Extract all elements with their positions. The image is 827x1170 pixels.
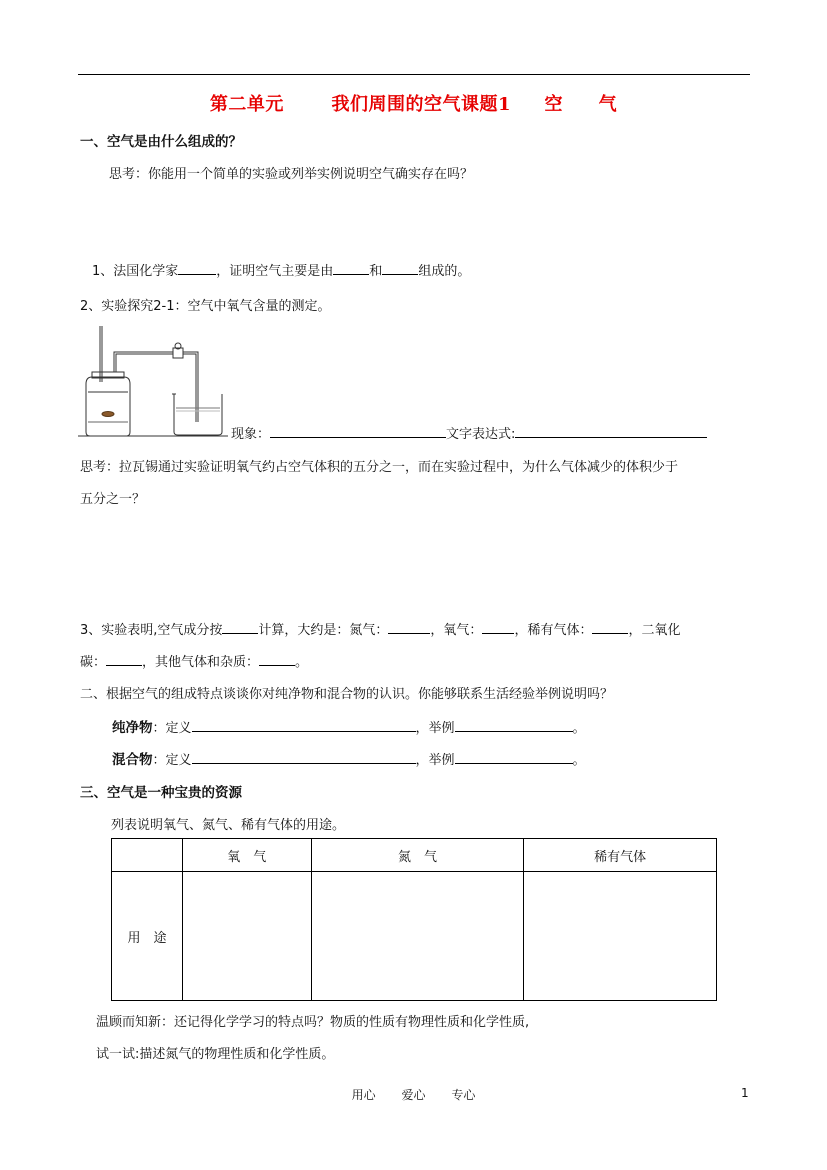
review-text: 温顾而知新：还记得化学学习的特点吗？物质的性质有物理性质和化学性质,	[96, 1015, 530, 1030]
table-cell-noble-gas-uses[interactable]	[524, 872, 717, 1001]
q1-mid2: 和	[369, 264, 383, 279]
page-number: 1	[741, 1086, 749, 1100]
q3-text-6: 碳：	[80, 655, 107, 670]
mixture-def-blank[interactable]	[192, 750, 416, 764]
footer-item: 用心	[351, 1088, 376, 1102]
question-2: 2、实验探究2-1：空气中氧气含量的测定。	[80, 299, 331, 314]
mixture-example-label: ，举例	[415, 753, 455, 768]
q3-blank-noble[interactable]	[592, 620, 628, 634]
question-3-line2	[80, 651, 308, 670]
q3-text-8: 。	[295, 655, 309, 670]
mixture-end: 。	[572, 753, 586, 768]
try-text: 试一试:描述氮气的物理性质和化学性质。	[96, 1047, 335, 1062]
table-header-nitrogen: 氮 气	[311, 839, 524, 872]
q3-text-3: ，氧气：	[430, 623, 483, 638]
q1-blank-scientist[interactable]	[178, 261, 216, 275]
phenomenon-label: 现象：	[231, 427, 271, 442]
page-footer	[0, 1086, 827, 1103]
think-question-1: 思考：你能用一个简单的实验或列举实例说明空气确实存在吗？	[109, 167, 474, 182]
table-cell-nitrogen-uses[interactable]	[311, 872, 524, 1001]
mixture-example-blank[interactable]	[455, 750, 573, 764]
question-1	[92, 260, 470, 279]
footer-item: 爱心	[401, 1088, 426, 1102]
table-header-noble-gas: 稀有气体	[524, 839, 717, 872]
section3-intro: 列表说明氧气、氮气、稀有气体的用途。	[111, 818, 346, 833]
table-cell-oxygen-uses[interactable]	[182, 872, 311, 1001]
table-row	[112, 872, 717, 1001]
section1-heading: 一、空气是由什么组成的？	[80, 134, 242, 150]
q1-prefix: 1、法国化学家	[92, 264, 179, 279]
mixture-row	[112, 748, 586, 768]
question-3-line1	[80, 619, 680, 638]
pure-end: 。	[572, 721, 586, 736]
title-unit: 第二单元	[209, 94, 284, 115]
q1-blank-gas2[interactable]	[382, 261, 418, 275]
pure-label: 纯净物	[112, 720, 153, 736]
q1-mid1: ，证明空气主要是由	[216, 264, 334, 279]
q3-text-1: 3、实验表明,空气成分按	[80, 623, 223, 638]
q1-suffix: 组成的。	[418, 264, 471, 279]
mixture-def-label: ：定义	[152, 753, 192, 768]
section2-heading: 二、根据空气的组成特点谈谈你对纯净物和混合物的认识。你能够联系生活经验举例说明吗？	[80, 687, 614, 702]
section3-heading: 三、空气是一种宝贵的资源	[80, 785, 242, 801]
header-rule	[78, 74, 750, 75]
page-title	[0, 90, 827, 116]
q3-blank-basis[interactable]	[222, 620, 258, 634]
q1-blank-gas1[interactable]	[333, 261, 369, 275]
q3-text-7: ，其他气体和杂质：	[142, 655, 260, 670]
title-topic: 我们周围的空气课题1	[331, 94, 511, 115]
table-row-label-uses: 用 途	[112, 872, 183, 1001]
q3-blank-oxygen[interactable]	[482, 620, 514, 634]
q3-blank-co2[interactable]	[106, 652, 142, 666]
phenomenon-blank[interactable]	[270, 424, 446, 438]
q3-blank-other[interactable]	[259, 652, 295, 666]
uses-table	[111, 838, 717, 1001]
apparatus-illustration	[78, 322, 233, 440]
table-header-row	[112, 839, 717, 872]
mixture-label: 混合物	[112, 752, 153, 768]
title-word1: 空	[544, 94, 564, 115]
pure-example-blank[interactable]	[455, 718, 573, 732]
q3-text-4: ，稀有气体：	[514, 623, 593, 638]
question-2-answers	[231, 423, 707, 442]
expression-label: 文字表达式:	[446, 427, 516, 442]
pure-def-label: ：定义	[152, 721, 192, 736]
title-word2: 气	[598, 94, 618, 115]
think-question-2-line1: 思考：拉瓦锡通过实验证明氧气约占空气体积的五分之一，而在实验过程中，为什么气体减少的体积少于	[80, 460, 679, 475]
pure-substance-row	[112, 716, 586, 736]
table-header-empty	[112, 839, 183, 872]
q3-blank-nitrogen[interactable]	[388, 620, 430, 634]
pure-example-label: ，举例	[415, 721, 455, 736]
footer-item: 专心	[451, 1088, 476, 1102]
think-question-2-line2: 五分之一？	[80, 492, 146, 507]
q3-text-2: 计算，大约是：氮气：	[258, 623, 389, 638]
q3-text-5: ，二氧化	[628, 623, 681, 638]
pure-def-blank[interactable]	[192, 718, 416, 732]
expression-blank[interactable]	[515, 424, 707, 438]
table-header-oxygen: 氧 气	[182, 839, 311, 872]
